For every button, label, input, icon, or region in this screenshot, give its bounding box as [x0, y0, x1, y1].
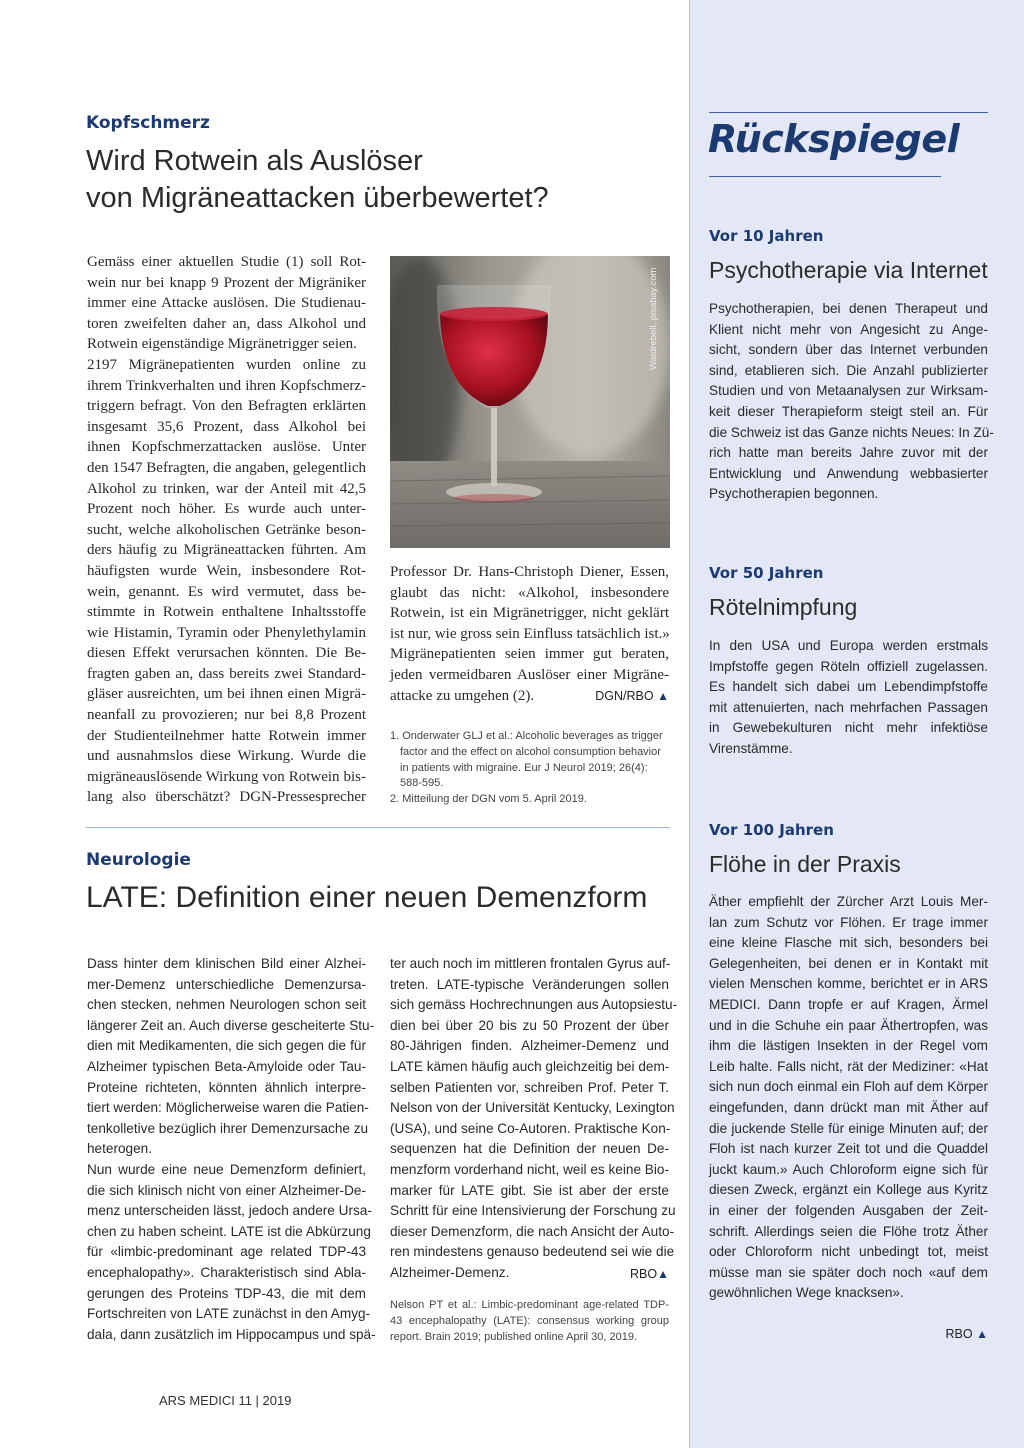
text-line: menzform vorderhand nicht, weil es keine Bio- — [390, 1161, 669, 1177]
article2-reference: Nelson PT et al.: Limbic-predominant age-related TDP-43 encephalopathy (LATE): consensus working group report. Brain 2019; published online April 30, 2019. — [390, 1299, 669, 1343]
text-line: In den USA und Europa werden erstmals — [709, 638, 988, 653]
text-line: marker für LATE gibt. Sie ist aber der erste — [390, 1182, 669, 1198]
text-line: Professor Dr. Hans-Christoph Diener, Essen, — [390, 564, 669, 580]
section-body — [709, 892, 988, 1304]
text-line: triggern befragt. Von den Befragten erklärten — [87, 398, 366, 415]
text-line: längerer Zeit an. Auch diverse gescheiterte Stu- — [87, 1017, 375, 1033]
text-line: Klient nicht mehr von Angesicht zu Ange- — [709, 321, 988, 337]
text-line: tenkolletive bezüglich ihrer Demenzursache zu — [87, 1120, 369, 1136]
text-line: sicht, sondern über das Internet verbunden — [709, 342, 988, 358]
section-kicker: Vor 50 Jahren — [709, 564, 824, 582]
text-line: Proteine richteten, könnten ähnlich interpre- — [87, 1079, 366, 1095]
triangle-icon: ▲ — [657, 1267, 669, 1281]
text-line: und ausnahmslos diese Wirkung. Wurde die — [87, 748, 366, 765]
rule-bottom — [709, 176, 941, 177]
author-signoff — [630, 1267, 669, 1281]
text-line: wie Histamin, Tyramin oder Phenylethylamin — [87, 624, 366, 641]
text-line: LATE kämen häufig auch gleichzeitig bei dem- — [390, 1058, 670, 1074]
text-line: mer-Demenz unterschiedliche Demenzursa- — [87, 976, 366, 992]
text-line: juckt kaum.» Auch Chloroform eigne sich für — [709, 1161, 988, 1177]
wine-glass-photo — [390, 256, 670, 548]
text-line: Dass hinter dem klinischen Bild einer Alzhei- — [87, 956, 366, 971]
text-line: jeden vermeidbaren Auslöser einer Migräne- — [390, 666, 669, 683]
text-line: die juckende Stelle für einige Minuten auf; der — [709, 1120, 988, 1136]
text-line: toren zweifelten daher an, dass Alkohol und — [87, 315, 366, 332]
text-line: Äther empfiehlt der Zürcher Arzt Louis Mer- — [709, 894, 988, 909]
rueckspiegel-title: Rückspiegel — [708, 117, 960, 161]
text-line: gerungen des Proteins TDP-43, die mit dem — [87, 1285, 366, 1301]
footnote: 2. Mitteilung der DGN vom 5. April 2019. — [390, 793, 587, 806]
signoff-text: RBO — [945, 1327, 973, 1341]
article2-signoff-row — [390, 1264, 669, 1284]
text-line: Leib halte. Falls nicht, rät der Mediziner: «Hat — [709, 1058, 988, 1074]
signoff-text: DGN/RBO — [595, 689, 654, 703]
text-line: gläser ausreichten, um bei ihnen einen Migrä- — [87, 686, 366, 703]
text-line: der Studienteilnehmer hatte Rotwein immer — [87, 727, 366, 744]
text-line: chen zu haben scheint. LATE ist die Abkürzung — [87, 1223, 371, 1239]
text-line: Impfstoffe gegen Röteln offiziell zugelassen. — [709, 658, 988, 674]
text-line: oder Chloroform nicht unbedingt tot, meist — [709, 1244, 988, 1260]
text-line: encephalopathy». Charakteristisch sind Abla- — [87, 1264, 366, 1280]
author-signoff — [595, 689, 669, 703]
article2-kicker: Neurologie — [86, 850, 191, 870]
text-line: glaubt das nicht: «Alkohol, insbesondere — [390, 584, 669, 601]
text-line: 80-Jährigen finden. Alzheimer-Demenz und — [390, 1038, 669, 1054]
text-line: Floh ist nach kurzer Zeit tot und die Quaddel — [709, 1141, 988, 1157]
text-line: die Schweiz ist das Ganze nichts Neues: In Zü- — [709, 424, 994, 440]
section-kicker: Vor 100 Jahren — [709, 821, 834, 839]
text-line: eingefunden, dann drückt man mit Äther auf — [709, 1099, 988, 1115]
signoff-text: RBO — [630, 1267, 658, 1281]
author-signoff — [946, 1327, 988, 1341]
text-line: treten. LATE-typische Veränderungen sollen — [390, 976, 669, 992]
text-line: Schritt für eine Intensivierung der Forschung zu — [390, 1203, 676, 1219]
text-line: und in die Schuhe ein paar Äthertropfen, was — [709, 1017, 988, 1033]
text-line: Alkohol zu trinken, war der Anteil mit 42,5 — [87, 480, 366, 497]
triangle-icon: ▲ — [976, 1327, 988, 1341]
text-line: ihnen Kopfschmerzattacken auslöse. Unter — [87, 439, 366, 456]
text-line: lan zum Schutz vor Flöhen. Er trage immer — [709, 914, 988, 930]
text-line: insgesamt 35,6 Prozent, dass Alkohol bei — [87, 418, 366, 435]
page-footer: ARS MEDICI 11 | 2019 — [159, 1393, 292, 1408]
article2-column-2 — [390, 954, 678, 1284]
text-line: neanfall zu provozieren; nur bei 8,8 Prozent — [87, 707, 366, 724]
text-line: diesen Effekt verursachen könnten. Die Be- — [87, 645, 366, 662]
text-line: gewöhnlichen Wege knacksen». — [709, 1285, 904, 1301]
text-line: (USA), und seine Co-Autoren. Praktische Kon- — [390, 1120, 671, 1136]
text-line: wein, genannt. Es wird vermutet, dass be- — [87, 583, 366, 600]
text-line: Gelegenheiten, bei denen er in Kontakt mit — [709, 955, 988, 971]
title-line: Wird Rotwein als Auslöser — [86, 145, 423, 177]
section-kicker: Vor 10 Jahren — [709, 227, 824, 245]
text-line: attacke zu umgehen (2). — [390, 687, 535, 704]
footnote: 1. Onderwater GLJ et al.: Alcoholic beverages as trigger factor and the effect on alcohol consumption behavior in patients with migraine. Eur J Neurol 2019; 26(4): 588-595. — [390, 730, 663, 790]
text-line: den 1547 Befragten, die angaben, gelegentlich — [87, 459, 366, 476]
text-line: ihrem Trinkverhalten und ihren Kopfschmerz- — [87, 377, 366, 394]
text-line: Nelson von der Universität Kentucky, Lexington — [390, 1100, 675, 1116]
text-line: Migränepatienten seien immer gut beraten, — [390, 646, 669, 663]
text-line: ren mindestens genauso bedeutend sei wie die — [390, 1244, 675, 1260]
text-line: in Gewebekulturen nicht mehr infektiöse — [709, 720, 988, 736]
text-line: sich gemäss Hochrechnungen aus Autopsiestu- — [390, 997, 678, 1013]
text-line: die sich klinisch nicht von einer Alzheimer-De- — [87, 1182, 366, 1198]
text-line: ihm die lästigen Insekten in der Regel vom — [709, 1038, 988, 1054]
text-line: dieser Demenzform, die nach Ansicht der Auto- — [390, 1223, 675, 1239]
article1-title — [86, 143, 549, 217]
article2-title: LATE: Definition einer neuen Demenzform — [86, 881, 648, 914]
text-line: eine kleine Flasche mit sich, besonders bei — [709, 935, 988, 951]
section-divider — [86, 827, 670, 828]
section-body — [709, 636, 988, 760]
text-line: menz unterscheiden lässt, jedoch andere Ursa- — [87, 1203, 372, 1219]
text-line: für «limbic-predominant age related TDP-43 — [87, 1244, 366, 1260]
text-line: dien bei über 20 bis zu 50 Prozent der über — [390, 1017, 669, 1033]
text-line: sequenzen hat die Definition der neuen De- — [390, 1141, 669, 1157]
text-line: tiert werden: Möglicherweise waren die Patien- — [87, 1100, 369, 1116]
text-line: lang also überschätzt? DGN-Pressesprecher — [87, 789, 366, 806]
article1-footnotes — [390, 729, 669, 808]
text-line: Entwicklung und Anwendung webbasierter — [709, 465, 988, 481]
text-line: MEDICI. Dann tropfe er auf Kragen, Ärmel — [709, 996, 988, 1012]
text-line: heterogen. — [87, 1141, 153, 1157]
text-line: vielen Menschen komme, berichtet er in ARS — [709, 976, 988, 992]
article1-signoff-row — [390, 686, 669, 706]
text-line: ders häufig zu Migräneattacken führten. Am — [87, 542, 366, 559]
text-line: migräneauslösende Wirkung von Rotwein bis- — [87, 768, 366, 785]
section-heading: Psychotherapie via Internet — [709, 257, 988, 283]
text-line: selben Patienten vor, schreiben Prof. Peter T. — [390, 1079, 669, 1095]
text-line: chen stecken, nehmen Neurologen schon seit — [87, 997, 366, 1013]
text-line: Psychotherapien begonnen. — [709, 486, 879, 502]
text-line: ter auch noch im mittleren frontalen Gyrus auf- — [390, 956, 671, 971]
text-line: häufigsten wurde Wein, insbesondere Rot- — [87, 562, 366, 579]
text-line: dala, dann zusätzlich im Hippocampus und spä- — [87, 1326, 376, 1342]
rule-top — [709, 112, 988, 113]
section-heading: Rötelnimpfung — [709, 594, 858, 620]
text-line: ist nur, wie gross sein Einfluss tatsächlich ist.» — [390, 625, 670, 642]
text-line: Psychotherapien, bei denen Therapeut und — [709, 301, 988, 316]
text-line: stimmte in Rotwein enthaltene Inhaltsstoffe — [87, 604, 366, 621]
text-line: 2197 Migränepatienten wurden online zu — [87, 356, 366, 373]
text-line: Fortschreiten von LATE zunächst in den Amyg- — [87, 1306, 371, 1322]
article1-column-2 — [390, 562, 669, 706]
text-line: rich hatte man bereits Jahre zuvor mit der — [709, 445, 988, 461]
title-line: von Migräneattacken überbewertet? — [86, 182, 549, 214]
text-line: Alzheimer typischen Beta-Amyloide oder Tau- — [87, 1058, 366, 1074]
text-line: wein nur bei knapp 9 Prozent der Migräniker — [87, 274, 366, 291]
text-line: Virenstämme. — [709, 740, 793, 756]
text-line: sucht, welche alkoholischen Getränke beson- — [87, 521, 366, 538]
sidebar-signoff-row — [709, 1325, 988, 1345]
text-line: schrift. Allerdings seien die Flöhe trotz Äther — [709, 1223, 988, 1239]
text-line: mit attenuierten, nach mehrfachen Passagen — [709, 699, 988, 715]
text-line: Gemäss einer aktuellen Studie (1) soll Rot- — [87, 254, 366, 270]
text-line: Es handelt sich dabei um Lebendimpfstoffe — [709, 679, 988, 695]
text-line: Rotwein eigenständige Migränetrigger seien. — [87, 336, 357, 353]
text-line: sich nun doch einmal ein Floh auf dem Körper — [709, 1079, 988, 1095]
image-credit: Waldrebell, pixabay.com — [648, 267, 659, 370]
text-line: immer eine Attacke auslösen. Die Studienau- — [87, 295, 366, 312]
text-line: müsse man sie später doch noch «auf dem — [709, 1264, 988, 1280]
text-line: Prozent noch höher. Es wurde auch unter- — [87, 501, 366, 518]
text-line: sind, etablieren sich. Die Anzahl publizierter — [709, 362, 988, 378]
article2-column-1 — [87, 954, 376, 1345]
text-line: Studien und von Metaanalysen zur Wirksam- — [709, 383, 988, 399]
text-line: Alzheimer-Demenz. — [390, 1264, 510, 1280]
text-line: keit dieser Therapieform steigt steil an. Für — [709, 403, 988, 419]
text-line: Nun wurde eine neue Demenzform definiert, — [87, 1161, 366, 1177]
section-body — [709, 299, 994, 505]
section-heading: Flöhe in der Praxis — [709, 851, 901, 877]
article1-column-1 — [87, 252, 366, 808]
text-line: in einer der folgenden Ausgaben der Zeit- — [709, 1202, 988, 1218]
text-line: diesen Zweck, ergänzt ein Kollege aus Kyritz — [709, 1182, 988, 1198]
article1-kicker: Kopfschmerz — [86, 113, 210, 133]
text-line: dien mit Medikamenten, die sich gegen die für — [87, 1038, 366, 1054]
text-line: Rotwein, ist ein Migränetrigger, nicht geklärt — [390, 605, 669, 622]
text-line: fragten gaben an, dass bereits zwei Standard- — [87, 665, 366, 682]
triangle-icon: ▲ — [657, 689, 669, 703]
